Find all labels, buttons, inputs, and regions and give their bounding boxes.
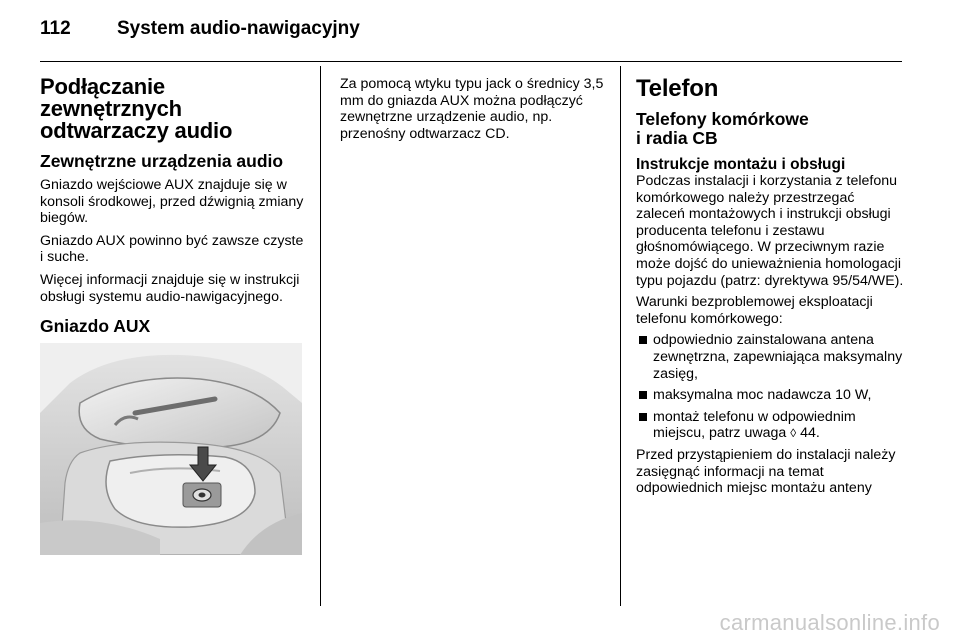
column-3 — [636, 76, 904, 502]
page-reference-number: 44. — [796, 425, 820, 442]
page-number: 112 — [40, 18, 71, 39]
title-line: odtwarzaczy audio — [40, 118, 233, 143]
list-item — [636, 332, 904, 382]
subheading-external-devices: Zewnętrzne urządzenia audio — [40, 151, 284, 171]
page-reference-icon: ◊ — [790, 426, 797, 441]
bullet-square-icon — [639, 336, 647, 344]
paragraph-before-install: Przed przystąpieniem do instalacji należy zasięgnąć informacji na temat odpowiednich miejsc montażu anteny — [636, 446, 896, 497]
section-title-external-players — [40, 76, 306, 142]
column-divider-2 — [620, 66, 621, 606]
header-rule — [40, 61, 902, 62]
running-title: System audio-nawigacyjny — [117, 18, 360, 39]
paragraph-aux-usage: Za pomocą wtyku typu jack o średnicy 3,5 mm do gniazda AUX można podłączyć zewnętrzne urządzenie audio, np. przenośny odtwarzacz CD. — [340, 76, 604, 142]
bullet-square-icon — [639, 391, 647, 399]
column-divider-1 — [320, 66, 321, 606]
subheading-mobile-cb — [636, 110, 904, 148]
conditions-list — [636, 332, 904, 442]
list-item — [636, 387, 904, 404]
list-item — [636, 409, 904, 442]
subheading-line: Telefony komórkowe — [636, 109, 809, 129]
title-line: Podłączanie — [40, 74, 165, 99]
list-item-text: montaż telefonu w odpowiednim miejscu, patrz uwaga — [653, 408, 856, 442]
bullet-square-icon — [639, 413, 647, 421]
section-title-phone: Telefon — [636, 75, 719, 102]
subheading-aux-socket: Gniazdo AUX — [40, 316, 151, 337]
paragraph-aux-location: Gniazdo wejściowe AUX znajduje się w konsoli środkowej, przed dźwignią zmiany biegów. — [40, 177, 304, 227]
paragraph-aux-clean: Gniazdo AUX powinno być zawsze czyste i suche. — [40, 232, 304, 266]
list-item-text: maksymalna moc nadawcza 10 W, — [653, 387, 872, 404]
subheading-installation: Instrukcje montażu i obsługi — [636, 156, 846, 173]
title-line: zewnętrznych — [40, 96, 182, 121]
aux-socket-illustration — [40, 343, 302, 555]
watermark: carmanualsonline.info — [719, 610, 940, 635]
console-drawing — [40, 343, 302, 555]
column-2 — [340, 76, 608, 148]
paragraph-more-info: Więcej informacji znajduje się w instrukcji obsługi systemu audio-nawigacyjnego. — [40, 271, 300, 305]
list-item-text: odpowiednio zainstalowana antena zewnętrzna, zapewniająca maksymalny zasięg, — [653, 332, 903, 382]
column-1 — [40, 76, 306, 555]
paragraph-conditions: Warunki bezproblemowej eksploatacji telefonu komórkowego: — [636, 294, 873, 327]
subheading-line: i radia CB — [636, 128, 718, 148]
paragraph-installation: Podczas instalacji i korzystania z telefonu komórkowego należy przestrzegać zaleceń montażowych i instrukcji obsługi producenta telefonu i zestawu głośnomówiącego. W przeciwnym razie może dojść do unieważnienia homologacji typu pojazdu (patrz: dyrektywa 95/54/WE). — [636, 173, 904, 289]
